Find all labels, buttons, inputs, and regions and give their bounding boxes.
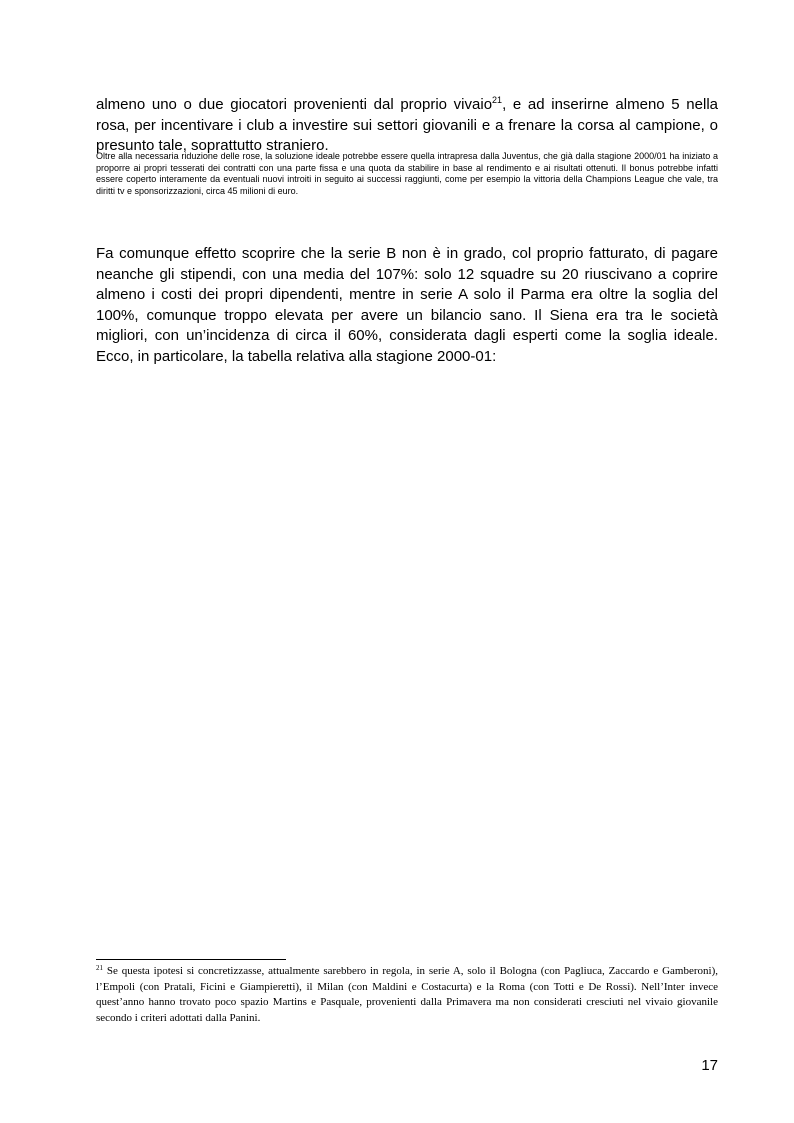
body-paragraph-2: Fa comunque effetto scoprire che la serie B non è in grado, col proprio fatturato, di pagare neanche gli stipendi, con una media del 107%: solo 12 squadre su 20 riuscivano a coprire almeno i costi dei propri dipendenti, mentre in serie A solo il Parma era oltre la soglia del 100%, comunque troppo elevata per avere un bilancio sano. Il Siena era tra le società migliori, con un’incidenza di circa il 60%, considerata dagli esperti come la soglia ideale. Ecco, in particolare, la tabella relativa alla stagione 2000-01:	[96, 245, 718, 365]
body-paragraph-small: Oltre alla necessaria riduzione delle rose, la soluzione ideale potrebbe essere quella intrapresa dalla Juventus, che già dalla stagione 2000/01 ha iniziato a proporre ai propri tesserati dei contratti con una parte fissa e una quota da stabilire in base al rendimento e ai risultati ottenuti. Il bonus potrebbe infatti essere coperto interamente da eventuali nuovi introiti in seguito ai successi raggiunti, come per esempio la vittoria della Champions League che vale, tra diritti tv e sponsorizzazioni, circa 45 milioni di euro.	[96, 151, 718, 196]
paragraph-1-start: almeno uno o due giocatori provenienti dal proprio vivaio	[96, 96, 493, 113]
footnote-text: Se questa ipotesi si concretizzasse, attualmente sarebbero in regola, in serie A, solo il Bologna (con Pagliuca, Zaccardo e Gamberoni), l’Empoli (con Pratali, Ficini e Giampieretti), il Milan (con Maldini e Costacurta) e la Roma (con Totti e De Rossi). Nell’Inter invece quest’anno hanno trovato poco spazio Martins e Pasquale, provenienti dalla Primavera ma non considerati cresciuti nel vivaio giovanile secondo i criteri adottati dalla Panini.	[96, 965, 718, 1024]
page-number: 17	[701, 1057, 718, 1074]
paragraph-1-end: , e ad inserirne almeno 5 nella rosa, per incentivare i club a investire sui settori giovanili e a frenare la corsa al campione, o presunto tale, soprattutto straniero.	[96, 96, 718, 154]
body-paragraph-1	[96, 95, 718, 157]
footnote-reference: 21	[492, 95, 503, 105]
footnote-divider	[96, 959, 286, 960]
footnote	[96, 964, 718, 1026]
footnote-number: 21	[96, 964, 103, 972]
